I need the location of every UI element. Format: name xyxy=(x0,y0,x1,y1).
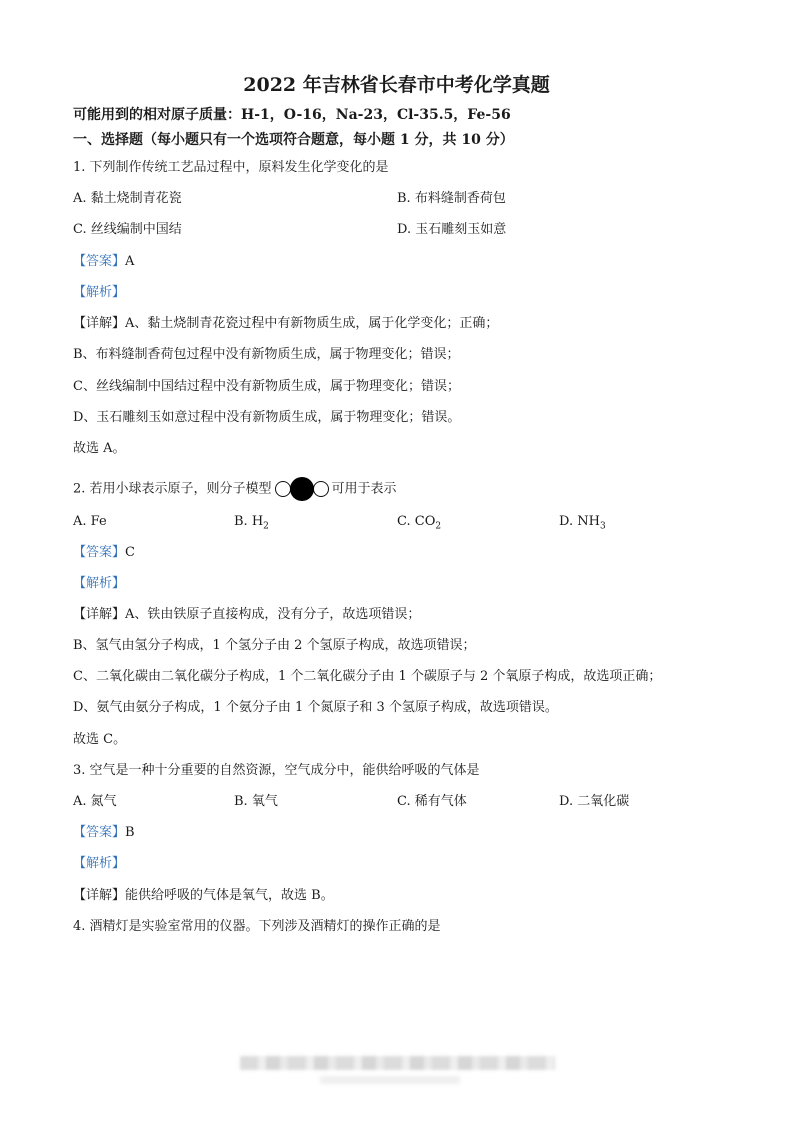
q3-stem: 3. 空气是一种十分重要的自然资源，空气成分中，能供给呼吸的气体是 xyxy=(73,763,480,778)
q2-answer xyxy=(73,544,135,562)
q2-analysis-label: 【解析】 xyxy=(73,576,126,591)
answer-label: 【答案】 xyxy=(73,825,126,840)
q2-detail-3: C、二氧化碳由二氧化碳分子构成，1 个二氧化碳分子由 1 个碳原子与 2 个氧原子构成，故选项正确； xyxy=(73,669,662,684)
q2-option-d-text: D. NH xyxy=(559,514,600,529)
q1-option-c: C. 丝线编制中国结 xyxy=(73,222,182,237)
detail-label: 【详解】 xyxy=(73,607,126,622)
q2-answer-value: C xyxy=(125,545,135,560)
q4-stem: 4. 酒精灯是实验室常用的仪器。下列涉及酒精灯的操作正确的是 xyxy=(73,919,441,934)
q2-option-d-sub: 3 xyxy=(599,521,606,532)
q3-option-c: C. 稀有气体 xyxy=(397,794,467,809)
q2-detail-2: B、氢气由氢分子构成，1 个氢分子由 2 个氢原子构成，故选项错误； xyxy=(73,638,476,653)
q3-detail-1 xyxy=(73,887,334,905)
q2-option-a xyxy=(73,513,107,531)
q3-detail-text-1: 能供给呼吸的气体是氧气，故选 B。 xyxy=(125,888,334,903)
section-heading: 一、选择题（每小题只有一个选项符合题意，每小题 1 分，共 10 分） xyxy=(73,132,514,148)
q2-detail-1 xyxy=(73,606,420,624)
q1-answer xyxy=(73,253,134,271)
q2-conclusion: 故选 C。 xyxy=(73,732,127,747)
q3-option-b: B. 氧气 xyxy=(234,794,278,809)
q3-answer xyxy=(73,824,135,842)
q1-detail-3: C、丝线编制中国结过程中没有新物质生成，属于物理变化；错误； xyxy=(73,379,460,394)
q1-stem: 1. 下列制作传统工艺品过程中，原料发生化学变化的是 xyxy=(73,160,389,175)
q3-option-a: A. 氮气 xyxy=(73,794,117,809)
q3-analysis-label: 【解析】 xyxy=(73,856,126,871)
q2-stem-after: 可用于表示 xyxy=(331,481,397,497)
q1-conclusion: 故选 A。 xyxy=(73,441,126,456)
q2-option-b-text: B. H xyxy=(234,514,264,529)
q1-detail-1 xyxy=(73,315,498,333)
q2-stem xyxy=(73,476,397,502)
detail-label: 【详解】 xyxy=(73,888,126,903)
q1-detail-text-1: A、黏土烧制青花瓷过程中有新物质生成，属于化学变化；正确； xyxy=(125,316,499,331)
q2-option-b-sub: 2 xyxy=(263,521,269,532)
q2-option-d xyxy=(559,513,606,536)
q2-detail-text-1: A、铁由铁原子直接构成，没有分子，故选项错误； xyxy=(125,607,421,622)
q2-stem-before: 2. 若用小球表示原子，则分子模型 xyxy=(73,481,272,497)
q1-option-a: A. 黏土烧制青花瓷 xyxy=(73,191,182,206)
q1-analysis-label: 【解析】 xyxy=(73,285,126,300)
answer-label: 【答案】 xyxy=(73,545,126,560)
q1-detail-4: D、玉石雕刻玉如意过程中没有新物质生成，属于物理变化；错误。 xyxy=(73,410,461,425)
atomic-masses: 可能用到的相对原子质量：H-1，O-16，Na-23，Cl-35.5，Fe-56 xyxy=(73,107,511,123)
q2-option-c-sub: 2 xyxy=(435,521,442,532)
answer-label: 【答案】 xyxy=(73,254,126,269)
q1-option-d: D. 玉石雕刻玉如意 xyxy=(397,222,507,237)
q2-option-c-text: C. CO xyxy=(397,514,436,529)
q3-answer-value: B xyxy=(125,825,135,840)
q2-option-c xyxy=(397,513,441,536)
co2-molecule-model-icon xyxy=(274,476,330,502)
blurred-footer-watermark-2 xyxy=(320,1076,460,1084)
page-title: 2022 年吉林省长春市中考化学真题 xyxy=(243,74,550,96)
q2-option-a-text: A. Fe xyxy=(73,514,107,529)
q2-option-b xyxy=(234,513,269,536)
detail-label: 【详解】 xyxy=(73,316,126,331)
q3-option-d: D. 二氧化碳 xyxy=(559,794,630,809)
q2-detail-4: D、氨气由氨分子构成，1 个氨分子由 1 个氮原子和 3 个氢原子构成，故选项错误。 xyxy=(73,700,558,715)
q1-detail-2: B、布料缝制香荷包过程中没有新物质生成，属于物理变化；错误； xyxy=(73,347,460,362)
q1-option-b: B. 布料缝制香荷包 xyxy=(397,191,506,206)
blurred-footer-watermark xyxy=(240,1056,555,1070)
q1-answer-value: A xyxy=(125,254,135,269)
